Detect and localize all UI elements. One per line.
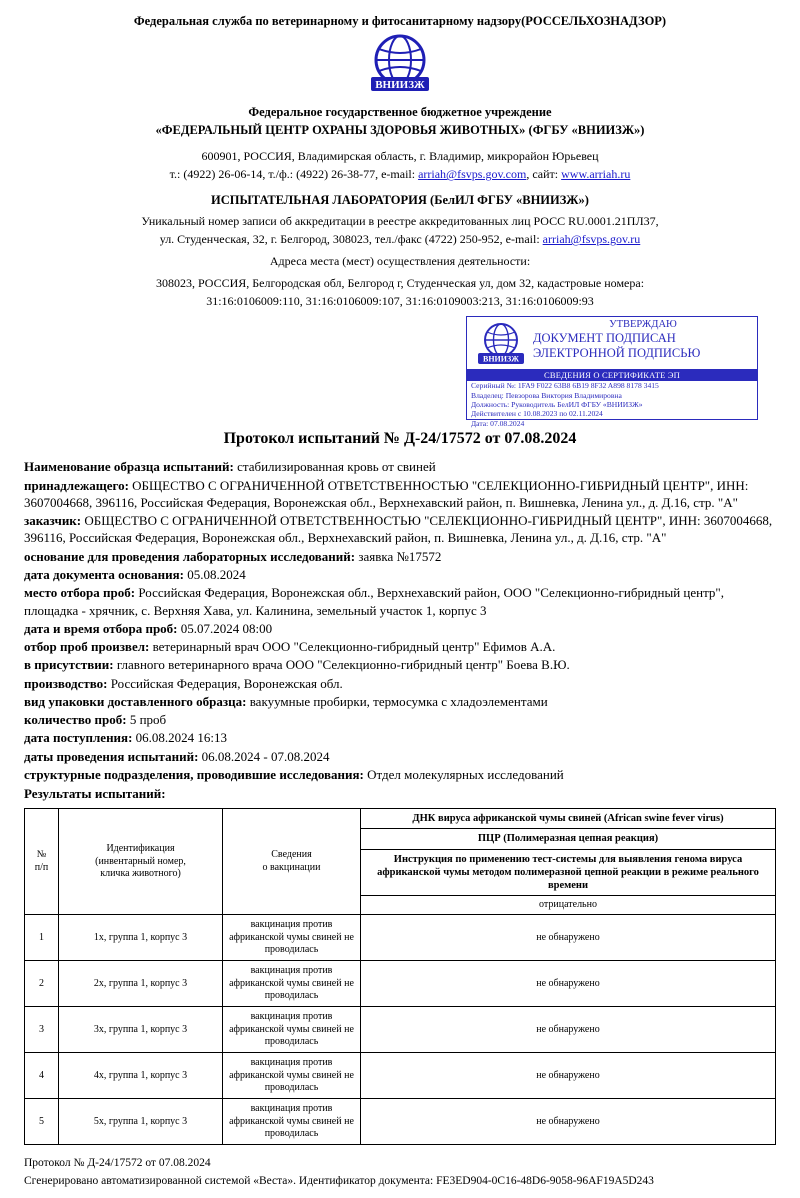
field-label: структурные подразделения, проводившие исследования: (24, 767, 364, 783)
field-owner (24, 477, 776, 512)
org-address: 600901, РОССИЯ, Владимирская область, г. Владимир, микрорайон Юрьевец (201, 149, 599, 164)
field-basis-date (24, 566, 776, 583)
field-value: Российская Федерация, Воронежская обл., Верхнехавский район, ООО "Селекционно-гибридный центр", площадка - хрячник, с. Верхняя Хава, ул. Калинина, земельный участок 1, корпус 3 (24, 585, 724, 618)
th-vac-line2: о вакцинации (262, 861, 321, 873)
field-customer (24, 512, 776, 547)
field-value: ветеринарный врач ООО "Селекционно-гибридный центр" Ефимов А.А. (149, 639, 556, 655)
lab-email-link[interactable]: arriah@fsvps.gov.ru (542, 232, 641, 247)
field-label: основание для проведения лабораторных исследований: (24, 548, 356, 564)
stamp-logo-icon (473, 321, 529, 367)
th-vaccination (223, 809, 361, 915)
field-in-presence-of (24, 656, 776, 673)
places-label: Адреса места (мест) осуществления деятельности: (269, 254, 531, 269)
table-row (25, 961, 776, 1007)
field-value: 06.08.2024 - 07.08.2024 (198, 748, 330, 764)
cell-result: не обнаружено (361, 1053, 776, 1099)
field-sampling-place (24, 584, 776, 619)
cell-identification: 5х, группа 1, корпус 3 (59, 1099, 223, 1145)
field-value: Российская Федерация, Воронежская обл. (107, 675, 343, 691)
org-line-2: «ФЕДЕРАЛЬНЫЙ ЦЕНТР ОХРАНЫ ЗДОРОВЬЯ ЖИВОТНЫХ» (ФГБУ «ВНИИЗЖ») (155, 123, 645, 138)
email-link[interactable]: arriah@fsvps.gov.com (418, 167, 527, 182)
cell-vaccination: вакцинация против африканской чумы свиней не проводилась (223, 1007, 361, 1053)
cell-vaccination: вакцинация против африканской чумы свиней не проводилась (223, 915, 361, 961)
signature-stamp-area (24, 316, 776, 428)
field-label: Наименование образца испытаний: (24, 459, 234, 475)
table-row (25, 1099, 776, 1145)
contacts-prefix: т.: (4922) 26-06-14, т./ф.: (4922) 26-38-77, e-mail: (169, 167, 419, 182)
vniizh-logo-icon (363, 33, 437, 95)
org-line-1: Федеральное государственное бюджетное учреждение (248, 105, 552, 119)
table-row (25, 1007, 776, 1053)
field-label: заказчик: (24, 513, 82, 529)
field-sample-name (24, 458, 776, 475)
cell-vaccination: вакцинация против африканской чумы свиней не проводилась (223, 961, 361, 1007)
field-basis (24, 548, 776, 565)
footer-protocol-number: Протокол № Д-24/17572 от 07.08.2024 (24, 1157, 211, 1170)
field-value: заявка №17572 (355, 548, 442, 564)
field-label: в присутствии: (24, 657, 114, 673)
th-analyte-group: ДНК вируса африканской чумы свиней (African swine fever virus) (361, 809, 776, 829)
cell-number: 3 (25, 1007, 59, 1053)
cell-result: не обнаружено (361, 1007, 776, 1053)
cell-identification: 1х, группа 1, корпус 3 (59, 915, 223, 961)
th-number (25, 809, 59, 915)
th-id-line3: кличка животного) (100, 868, 181, 880)
cell-result: не обнаружено (361, 1099, 776, 1145)
field-samples-count (24, 711, 776, 728)
cell-number: 1 (25, 915, 59, 961)
field-value: стабилизированная кровь от свиней (233, 459, 436, 475)
cell-number: 5 (25, 1099, 59, 1145)
svg-text:ВНИИЗЖ: ВНИИЗЖ (375, 79, 425, 91)
th-identification (59, 809, 223, 915)
field-value: ОБЩЕСТВО С ОГРАНИЧЕННОЙ ОТВЕТСТВЕННОСТЬЮ "СЕЛЕКЦИОННО-ГИБРИДНЫЙ ЦЕНТР", ИНН: 3607004668, 396116, Российская Федерация, Воронежская обл., Верхнехавский район, п. Вишневка, Ленина ул., д. Д.16, стр. "А" (24, 513, 773, 546)
field-label: принадлежащего: (24, 477, 129, 493)
field-value: ОБЩЕСТВО С ОГРАНИЧЕННОЙ ОТВЕТСТВЕННОСТЬЮ "СЕЛЕКЦИОННО-ГИБРИДНЫЙ ЦЕНТР", ИНН: 3607004668, 396116, Российская Федерация, Воронежская обл., Верхнехавский район, п. Вишневка, Ленина ул., д. Д.16, стр. "А" (24, 477, 749, 510)
field-value: 5 проб (126, 712, 167, 728)
protocol-title: Протокол испытаний № Д-24/17572 от 07.08.2024 (223, 430, 577, 448)
field-value: 05.07.2024 08:00 (177, 620, 273, 636)
svg-text:ВНИИЗЖ: ВНИИЗЖ (482, 354, 520, 364)
field-production (24, 675, 776, 692)
results-label: Результаты испытаний: (24, 786, 166, 802)
stamp-date: Дата: 07.08.2024 (471, 418, 525, 428)
field-label: вид упаковки доставленного образца: (24, 693, 247, 709)
th-norm: отрицательно (361, 895, 776, 915)
lab-accreditation: Уникальный номер записи об аккредитации в реестре аккредитованных лиц РОСС RU.0001.21ПЛ37, (141, 214, 659, 229)
stamp-position: Должность: Руководитель БелИЛ ФГБУ «ВНИИЗЖ» (471, 400, 643, 410)
stamp-signed-line: ДОКУМЕНТ ПОДПИСАН (533, 331, 676, 346)
th-method: ПЦР (Полимеразная цепная реакция) (361, 829, 776, 849)
th-number-line1: № (36, 849, 47, 861)
table-header-row-1 (25, 809, 776, 829)
contacts-middle: , сайт: (526, 167, 562, 182)
field-test-dates (24, 748, 776, 765)
cell-result: не обнаружено (361, 915, 776, 961)
logo (24, 33, 776, 95)
table-row (25, 915, 776, 961)
cell-identification: 3х, группа 1, корпус 3 (59, 1007, 223, 1053)
field-sampling-datetime (24, 620, 776, 637)
field-value: 06.08.2024 16:13 (132, 730, 228, 746)
th-id-line1: Идентификация (106, 843, 175, 855)
field-label: отбор проб произвел: (24, 639, 150, 655)
cell-number: 2 (25, 961, 59, 1007)
place-line-1: 308023, РОССИЯ, Белгородская обл, Белгород г, Студенческая ул, дом 32, кадастровые номера: (155, 276, 645, 291)
field-value: главного ветеринарного врача ООО "Селекционно-гибридный центр" Боева В.Ю. (113, 657, 570, 673)
field-label: даты проведения испытаний: (24, 748, 199, 764)
agency-title: Федеральная служба по ветеринарному и фитосанитарному надзору(РОССЕЛЬХОЗНАДЗОР) (133, 14, 667, 28)
field-label: дата документа основания: (24, 566, 184, 582)
place-line-2: 31:16:0106009:110, 31:16:0106009:107, 31:16:0109003:213, 31:16:0106009:93 (206, 294, 594, 309)
results-table (24, 808, 776, 1145)
lab-address-prefix: ул. Студенческая, 32, г. Белгород, 308023, тел./факс (4722) 250-952, e-mail: (159, 232, 543, 247)
cell-result: не обнаружено (361, 961, 776, 1007)
th-instruction: Инструкция по применению тест-системы для выявления генома вируса африканской чумы методом полимеразной цепной реакции в режиме реального времени (361, 849, 776, 895)
cell-identification: 4х, группа 1, корпус 3 (59, 1053, 223, 1099)
field-label: производство: (24, 675, 108, 691)
field-label: дата поступления: (24, 730, 133, 746)
field-value: 05.08.2024 (183, 566, 246, 582)
page-footer (24, 1155, 776, 1190)
field-value: вакуумные пробирки, термосумка с хладоэлементами (246, 693, 548, 709)
field-label: количество проб: (24, 712, 127, 728)
field-label: место отбора проб: (24, 585, 136, 601)
field-value: Отдел молекулярных исследований (363, 767, 564, 783)
stamp-approve-label: УТВЕРЖДАЮ (609, 319, 677, 331)
table-row (25, 1053, 776, 1099)
th-id-line2: (инвентарный номер, (95, 855, 186, 867)
cell-vaccination: вакцинация против африканской чумы свиней не проводилась (223, 1053, 361, 1099)
cell-identification: 2х, группа 1, корпус 3 (59, 961, 223, 1007)
org-contacts (24, 165, 776, 183)
stamp-serial: Серийный №: 1FA9 F022 63B8 6B19 8F32 A898 8178 3415 (471, 381, 659, 391)
footer-generated-by: Сгенерировано автоматизированной системой «Веста». Идентификатор документа: FE3ED904-0C16-48D6-9058-96AF19A5D243 (24, 1174, 654, 1187)
field-label: дата и время отбора проб: (24, 620, 178, 636)
field-sampled-by (24, 638, 776, 655)
lab-title: ИСПЫТАТЕЛЬНАЯ ЛАБОРАТОРИЯ (БелИЛ ФГБУ «ВНИИЗЖ») (211, 193, 589, 208)
protocol-fields (24, 458, 776, 783)
cell-vaccination: вакцинация против африканской чумы свиней не проводилась (223, 1099, 361, 1145)
lab-address (24, 230, 776, 248)
stamp-owner: Владелец: Певзорова Виктория Владимировна (471, 390, 622, 400)
field-arrival-date (24, 729, 776, 746)
stamp-valid: Действителен с 10.08.2023 по 02.11.2024 (471, 409, 603, 419)
cell-number: 4 (25, 1053, 59, 1099)
electronic-signature-stamp (466, 316, 758, 428)
site-link[interactable]: www.arriah.ru (561, 167, 631, 182)
field-packaging (24, 693, 776, 710)
stamp-signature-line: ЭЛЕКТРОННОЙ ПОДПИСЬЮ (533, 345, 701, 360)
field-departments (24, 766, 776, 783)
th-vac-line1: Сведения (271, 849, 312, 861)
stamp-certificate-bar: СВЕДЕНИЯ О СЕРТИФИКАТЕ ЭП (467, 369, 757, 381)
th-number-line2: п/п (34, 861, 49, 873)
